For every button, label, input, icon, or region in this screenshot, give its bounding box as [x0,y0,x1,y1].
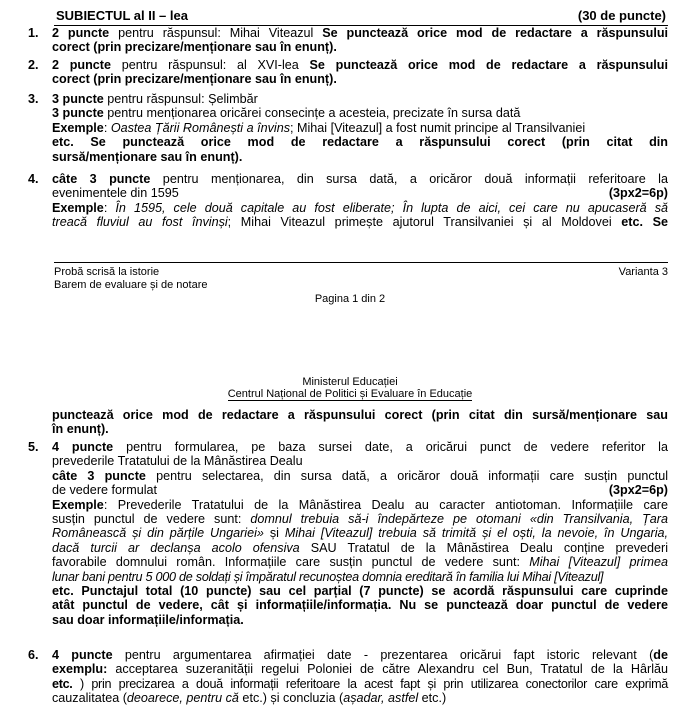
example-text: și [263,526,285,541]
example-text: În 1595, cele două capitale au fost eliberate; În lupta de aici, cei care nu apucaseră să [115,200,669,215]
answer-text: cauzalitatea ( [52,691,127,706]
examples-label: Exemple [52,200,104,215]
example-text: ; Mihai [Viteazul] a fost numit principe al Transilvaniei [290,120,586,135]
examples-label: de [653,648,668,662]
examples-label: Exemple [52,497,104,512]
grading-note: corect (prin precizare/menționare sau în enunț). [52,72,337,87]
example-text: treacă fluviul au fost învinși [52,215,228,230]
answer-item-4 [28,172,668,230]
example-text: Oastea Țării Românești a învins [110,120,290,135]
item-number: 3. [28,92,39,106]
answer-text: ) prin precizarea a două informații referitoare la acest fapt și prin utilizarea conectorilor care exprimă [72,676,668,691]
section-points: (30 de puncte) [577,8,666,23]
answer-text: pentru răspunsul: Mihai Viteazul [109,26,323,40]
grading-note: Se punctează orice mod de redactare a răspunsului [309,58,668,72]
item-number: 4. [28,172,39,186]
page-1 [0,0,700,320]
answer-item-5 [28,440,668,627]
page-header [0,376,700,401]
points-label: câte 3 puncte [52,468,146,483]
example-text: ; Mihai Viteazul primește ajutorul Transilvaniei și al Moldovei [227,215,622,230]
footer-subject: Probă scrisă la istorie [54,266,160,278]
example-text: susțin punctul de vedere sunt: [52,512,251,527]
answer-text: evenimentele din 1595 [52,186,179,201]
grading-note: atât punctul de vedere, cât și informațiile/informația. Nu se punctează doar punctul de vedere [52,598,668,613]
answer-text: pentru menționarea oricărei consecințe a acesteia, precizate în sursa dată [103,106,521,121]
answer-text: de vedere formulat [52,483,158,498]
points-label: 3 puncte [52,106,104,121]
page-number: Pagina 1 din 2 [314,293,386,305]
grading-note: sau doar informațiile/informația. [52,612,244,627]
example-text: Românească și din părțile Ungariei» [52,526,264,541]
grading-note: în enunț). [52,422,109,437]
answer-text: pentru răspunsul: Șelimbăr [103,92,258,106]
grading-note: Se punctează orice mod de redactare a răspunsului [322,26,669,40]
example-text: deoarece, pentru că [126,691,239,706]
answer-item-6 [28,648,668,706]
answer-item-1 [28,26,668,55]
separator: : [103,200,116,215]
example-text: acceptarea suzeranității regelui Poloniei de către Alexandru cel Bun, Tratatul de la Hârlău [107,662,668,677]
answer-text: etc.) și concluzia ( [238,691,344,706]
answer-text: pentru argumentarea afirmației date - prezentarea oricărui fapt istoric relevant ( [112,648,654,662]
item-number: 1. [28,26,39,40]
header-ministry: Ministerul Educației [302,376,398,388]
example-text: favorabile domnului român. Informațiile care susțin punctul de vedere sunt: [52,555,530,570]
points-label: 3 puncte [52,92,104,106]
example-text: Mihai [Viteazul] trebuia să trimită și el oști, la nevoie, în Ungaria, [284,526,669,541]
header-center: Centrul Național de Politici și Evaluare în Educație [227,388,473,400]
answer-text: pentru selectarea, din sursa dată, a oricăror două informații care susțin punctul [145,468,668,483]
item-number: 6. [28,648,39,662]
grading-note: etc. Se [621,215,668,230]
separator: : [103,120,111,135]
grading-note: etc. [52,676,73,691]
example-text: dacă turcii ar declanșa acolo ofensiva [52,540,300,555]
example-text: domnul trebuia să-i îndepărteze pe otomani «din Transilvania, Țara [250,512,668,527]
footer-variant: Varianta 3 [618,266,668,278]
answer-text: pentru răspunsul: al XVI-lea [111,58,310,72]
page-2 [0,368,700,718]
grading-note: sursă/menționare sau în enunț). [52,149,243,164]
answer-item-3 [28,92,668,164]
section-title-row [54,9,668,26]
section-title: SUBIECTUL al II – lea [56,8,188,23]
grading-note: etc. Se punctează orice mod de redactare a răspunsului corect (prin citat din [52,135,668,150]
grading-note: corect (prin precizare/menționare sau în enunț). [52,40,337,55]
grading-note: punctează orice mod de redactare a răspunsului corect (prin citat din sursă/menționare sau [52,408,668,422]
answer-item-2 [28,58,668,87]
footer-document: Barem de evaluare și de notare [54,279,208,291]
answer-item-4-continued [28,408,668,437]
page-footer [54,262,668,291]
example-text: lunar bani pentru 5 000 de soldați și împăratul recunoștea domnia ereditară în familia lui Mihai [Viteazul] [52,569,604,584]
answer-text: pentru menționarea, din sursa dată, a oricăror două informații referitoare la [150,172,668,186]
examples-label: Exemple [52,120,104,135]
grading-note: etc. Punctajul total (10 puncte) sau cel parțial (7 puncte) se acordă răspunsului care cuprinde [52,584,668,599]
example-text: așadar, astfel [343,691,419,706]
item-number: 2. [28,58,39,72]
example-text: : Prevederile Tratatului de la Mânăstirea Dealu au caracter antiotoman. Informațiile care [103,497,668,512]
points-label: 2 puncte [52,58,112,72]
example-text: SAU Tratatul de la Mânăstirea Dealu conține prevederi [299,540,668,555]
points-label: 4 puncte [52,648,113,662]
answer-text: etc.) [418,691,447,706]
item-number: 5. [28,440,39,454]
points-label: 2 puncte [52,26,110,40]
score-formula: (3px2=6p) [608,186,668,201]
examples-label: exemplu: [52,662,108,677]
points-label: 4 puncte [52,440,114,454]
answer-text: pentru formularea, pe baza sursei date, a oricărui punct de vedere referitor la [113,440,668,454]
example-text: Mihai [Viteazul] primea [529,555,668,570]
page-gap [0,318,700,368]
answer-text: prevederile Tratatului de la Mânăstirea Dealu [52,454,303,469]
score-formula: (3px2=6p) [608,483,668,498]
points-label: câte 3 puncte [52,172,151,186]
